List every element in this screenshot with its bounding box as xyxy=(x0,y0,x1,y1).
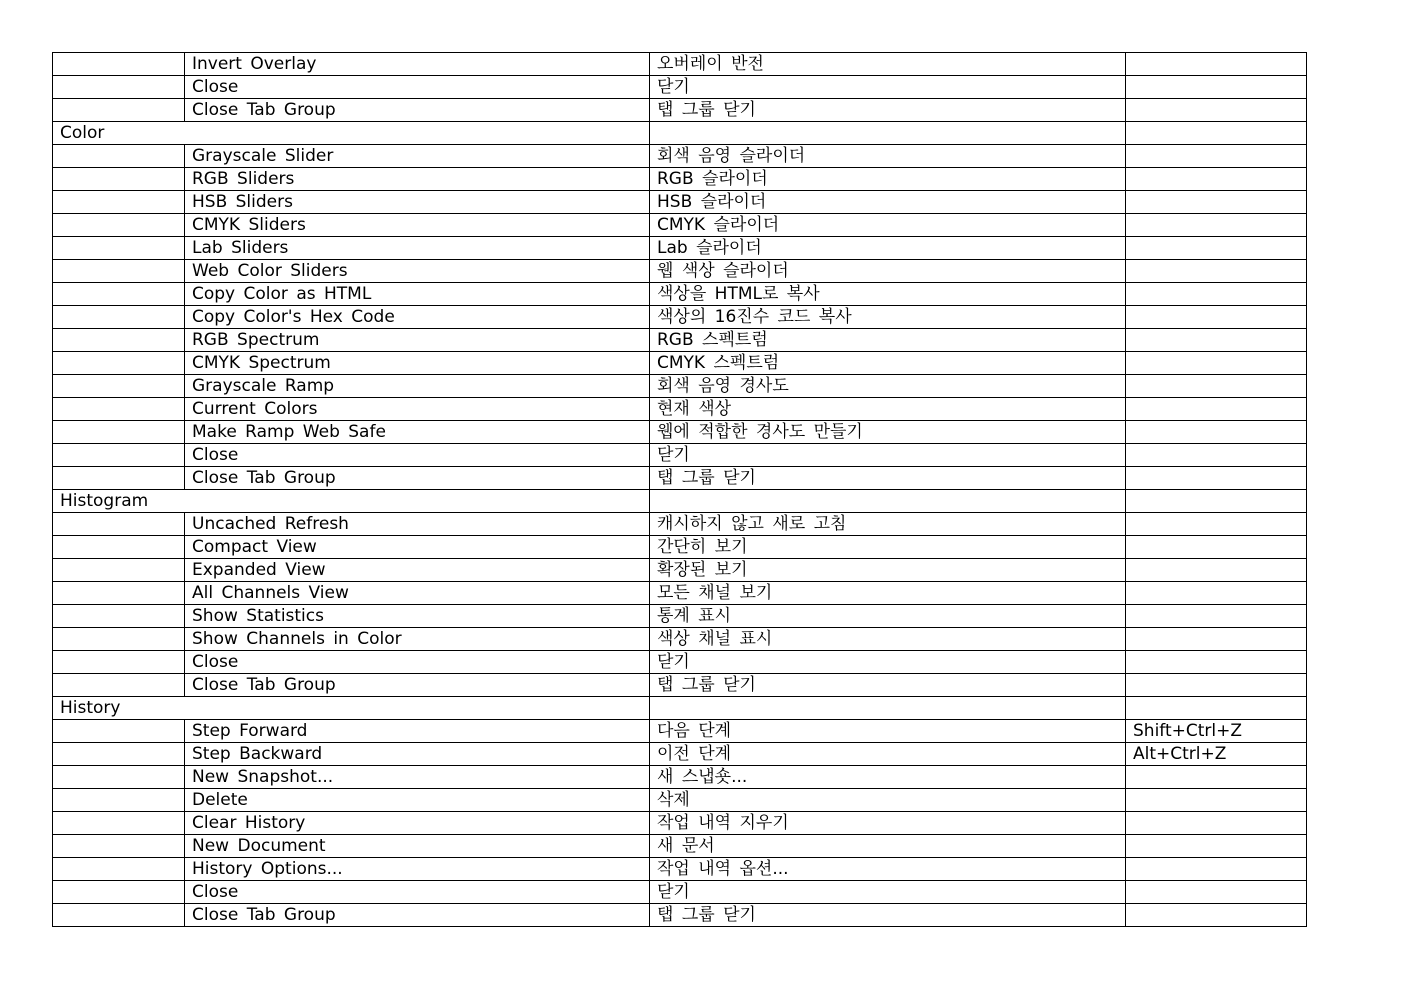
section-cell xyxy=(53,53,185,76)
section-cell xyxy=(53,467,185,490)
korean-label-cell: CMYK 슬라이더 xyxy=(650,214,1126,237)
section-cell xyxy=(53,375,185,398)
korean-label-cell: 현재 색상 xyxy=(650,398,1126,421)
korean-label-cell: CMYK 스펙트럼 xyxy=(650,352,1126,375)
section-cell xyxy=(53,168,185,191)
table-row xyxy=(53,398,1307,421)
table-row xyxy=(53,766,1307,789)
shortcut-cell xyxy=(1126,329,1307,352)
korean-label-cell: 회색 음영 경사도 xyxy=(650,375,1126,398)
table-row xyxy=(53,260,1307,283)
table-row xyxy=(53,145,1307,168)
table-row xyxy=(53,582,1307,605)
english-label-cell: New Document xyxy=(185,835,650,858)
shortcut-cell xyxy=(1126,789,1307,812)
shortcut-cell xyxy=(1126,260,1307,283)
section-title: History xyxy=(53,697,650,720)
english-label-cell: New Snapshot... xyxy=(185,766,650,789)
english-label-cell: Close xyxy=(185,651,650,674)
english-label-cell: Close Tab Group xyxy=(185,904,650,927)
section-cell xyxy=(53,191,185,214)
section-title: Color xyxy=(53,122,650,145)
shortcut-cell xyxy=(1126,605,1307,628)
section-cell xyxy=(53,306,185,329)
english-label-cell: Close xyxy=(185,76,650,99)
english-label-cell: Copy Color's Hex Code xyxy=(185,306,650,329)
shortcut-cell xyxy=(1126,582,1307,605)
english-label-cell: Close xyxy=(185,444,650,467)
shortcut-cell xyxy=(1126,651,1307,674)
korean-label-cell: 이전 단계 xyxy=(650,743,1126,766)
section-cell xyxy=(53,835,185,858)
korean-label-cell: 색상을 HTML로 복사 xyxy=(650,283,1126,306)
section-cell xyxy=(53,904,185,927)
korean-label-cell: 닫기 xyxy=(650,651,1126,674)
english-label-cell: Close xyxy=(185,881,650,904)
english-label-cell: CMYK Spectrum xyxy=(185,352,650,375)
english-label-cell: Expanded View xyxy=(185,559,650,582)
table-row xyxy=(53,674,1307,697)
section-cell xyxy=(53,720,185,743)
shortcut-cell xyxy=(1126,904,1307,927)
table-row xyxy=(53,237,1307,260)
korean-label-cell: 오버레이 반전 xyxy=(650,53,1126,76)
table-row xyxy=(53,352,1307,375)
table-row xyxy=(53,375,1307,398)
shortcut-cell xyxy=(1126,398,1307,421)
english-label-cell: Grayscale Ramp xyxy=(185,375,650,398)
section-cell xyxy=(53,605,185,628)
korean-label-cell: 닫기 xyxy=(650,881,1126,904)
table-row xyxy=(53,76,1307,99)
section-cell xyxy=(53,76,185,99)
english-label-cell: Step Forward xyxy=(185,720,650,743)
table-row xyxy=(53,99,1307,122)
section-cell xyxy=(53,214,185,237)
section-cell xyxy=(53,743,185,766)
shortcut-cell xyxy=(1126,168,1307,191)
english-label-cell: Show Channels in Color xyxy=(185,628,650,651)
english-label-cell: CMYK Sliders xyxy=(185,214,650,237)
table-row xyxy=(53,513,1307,536)
korean-label-cell: 새 스냅숏... xyxy=(650,766,1126,789)
english-label-cell: RGB Spectrum xyxy=(185,329,650,352)
section-header-row xyxy=(53,490,1307,513)
shortcut-cell xyxy=(1126,881,1307,904)
shortcut-cell xyxy=(1126,467,1307,490)
section-cell xyxy=(53,858,185,881)
korean-label-cell: 간단히 보기 xyxy=(650,536,1126,559)
english-label-cell: Step Backward xyxy=(185,743,650,766)
section-cell xyxy=(53,582,185,605)
korean-label-cell xyxy=(650,122,1126,145)
shortcut-cell xyxy=(1126,76,1307,99)
english-label-cell: Compact View xyxy=(185,536,650,559)
table-row xyxy=(53,168,1307,191)
table-row xyxy=(53,536,1307,559)
table-row xyxy=(53,789,1307,812)
korean-label-cell: 작업 내역 옵션... xyxy=(650,858,1126,881)
section-cell xyxy=(53,651,185,674)
korean-label-cell: 통계 표시 xyxy=(650,605,1126,628)
english-label-cell: Close Tab Group xyxy=(185,467,650,490)
english-label-cell: Invert Overlay xyxy=(185,53,650,76)
shortcut-cell xyxy=(1126,858,1307,881)
shortcut-cell xyxy=(1126,812,1307,835)
section-header-row xyxy=(53,122,1307,145)
shortcut-cell xyxy=(1126,536,1307,559)
shortcut-cell xyxy=(1126,283,1307,306)
english-label-cell: Clear History xyxy=(185,812,650,835)
korean-label-cell: 회색 음영 슬라이더 xyxy=(650,145,1126,168)
section-title: Histogram xyxy=(53,490,650,513)
shortcut-cell xyxy=(1126,559,1307,582)
shortcut-cell: Alt+Ctrl+Z xyxy=(1126,743,1307,766)
table-row xyxy=(53,467,1307,490)
table-row xyxy=(53,904,1307,927)
korean-label-cell: 색상의 16진수 코드 복사 xyxy=(650,306,1126,329)
table-row xyxy=(53,559,1307,582)
korean-label-cell: 색상 채널 표시 xyxy=(650,628,1126,651)
korean-label-cell: 삭제 xyxy=(650,789,1126,812)
shortcut-cell xyxy=(1126,490,1307,513)
translation-table-body xyxy=(53,53,1307,927)
korean-label-cell: Lab 슬라이더 xyxy=(650,237,1126,260)
section-cell xyxy=(53,283,185,306)
section-cell xyxy=(53,444,185,467)
section-cell xyxy=(53,352,185,375)
korean-label-cell: RGB 슬라이더 xyxy=(650,168,1126,191)
table-row xyxy=(53,720,1307,743)
section-cell xyxy=(53,628,185,651)
shortcut-cell xyxy=(1126,674,1307,697)
table-row xyxy=(53,329,1307,352)
shortcut-cell xyxy=(1126,191,1307,214)
section-cell xyxy=(53,237,185,260)
english-label-cell: Lab Sliders xyxy=(185,237,650,260)
section-cell xyxy=(53,329,185,352)
table-row xyxy=(53,191,1307,214)
shortcut-cell xyxy=(1126,697,1307,720)
english-label-cell: Close Tab Group xyxy=(185,99,650,122)
korean-label-cell xyxy=(650,490,1126,513)
table-row xyxy=(53,858,1307,881)
english-label-cell: Web Color Sliders xyxy=(185,260,650,283)
english-label-cell: Delete xyxy=(185,789,650,812)
english-label-cell: Grayscale Slider xyxy=(185,145,650,168)
english-label-cell: Copy Color as HTML xyxy=(185,283,650,306)
english-label-cell: Uncached Refresh xyxy=(185,513,650,536)
english-label-cell: Show Statistics xyxy=(185,605,650,628)
section-cell xyxy=(53,812,185,835)
shortcut-cell xyxy=(1126,628,1307,651)
shortcut-cell xyxy=(1126,421,1307,444)
english-label-cell: RGB Sliders xyxy=(185,168,650,191)
shortcut-cell xyxy=(1126,352,1307,375)
section-cell xyxy=(53,674,185,697)
section-cell xyxy=(53,766,185,789)
shortcut-cell xyxy=(1126,306,1307,329)
shortcut-cell xyxy=(1126,835,1307,858)
shortcut-cell: Shift+Ctrl+Z xyxy=(1126,720,1307,743)
section-cell xyxy=(53,789,185,812)
english-label-cell: All Channels View xyxy=(185,582,650,605)
table-row xyxy=(53,444,1307,467)
table-row xyxy=(53,812,1307,835)
table-row xyxy=(53,306,1307,329)
shortcut-cell xyxy=(1126,237,1307,260)
table-row xyxy=(53,628,1307,651)
english-label-cell: History Options... xyxy=(185,858,650,881)
section-cell xyxy=(53,260,185,283)
translation-table xyxy=(52,52,1307,927)
section-cell xyxy=(53,398,185,421)
table-row xyxy=(53,283,1307,306)
shortcut-cell xyxy=(1126,145,1307,168)
table-row xyxy=(53,881,1307,904)
section-cell xyxy=(53,421,185,444)
section-cell xyxy=(53,536,185,559)
section-cell xyxy=(53,145,185,168)
shortcut-cell xyxy=(1126,444,1307,467)
shortcut-cell xyxy=(1126,375,1307,398)
table-row xyxy=(53,421,1307,444)
section-cell xyxy=(53,559,185,582)
shortcut-cell xyxy=(1126,99,1307,122)
table-row xyxy=(53,605,1307,628)
english-label-cell: Close Tab Group xyxy=(185,674,650,697)
korean-label-cell: 웹 색상 슬라이더 xyxy=(650,260,1126,283)
table-row xyxy=(53,651,1307,674)
korean-label-cell: RGB 스펙트럼 xyxy=(650,329,1126,352)
section-cell xyxy=(53,881,185,904)
table-row xyxy=(53,53,1307,76)
section-header-row xyxy=(53,697,1307,720)
shortcut-cell xyxy=(1126,122,1307,145)
korean-label-cell: 탭 그룹 닫기 xyxy=(650,674,1126,697)
english-label-cell: Make Ramp Web Safe xyxy=(185,421,650,444)
korean-label-cell: 모든 채널 보기 xyxy=(650,582,1126,605)
korean-label-cell: 탭 그룹 닫기 xyxy=(650,904,1126,927)
korean-label-cell: 다음 단계 xyxy=(650,720,1126,743)
korean-label-cell: 닫기 xyxy=(650,444,1126,467)
english-label-cell: Current Colors xyxy=(185,398,650,421)
shortcut-cell xyxy=(1126,766,1307,789)
english-label-cell: HSB Sliders xyxy=(185,191,650,214)
korean-label-cell: 새 문서 xyxy=(650,835,1126,858)
korean-label-cell: 캐시하지 않고 새로 고침 xyxy=(650,513,1126,536)
korean-label-cell: 닫기 xyxy=(650,76,1126,99)
table-row xyxy=(53,214,1307,237)
korean-label-cell: 확장된 보기 xyxy=(650,559,1126,582)
korean-label-cell: HSB 슬라이더 xyxy=(650,191,1126,214)
table-row xyxy=(53,835,1307,858)
section-cell xyxy=(53,513,185,536)
shortcut-cell xyxy=(1126,513,1307,536)
korean-label-cell: 탭 그룹 닫기 xyxy=(650,99,1126,122)
korean-label-cell: 작업 내역 지우기 xyxy=(650,812,1126,835)
section-cell xyxy=(53,99,185,122)
shortcut-cell xyxy=(1126,214,1307,237)
table-row xyxy=(53,743,1307,766)
korean-label-cell: 웹에 적합한 경사도 만들기 xyxy=(650,421,1126,444)
korean-label-cell: 탭 그룹 닫기 xyxy=(650,467,1126,490)
shortcut-cell xyxy=(1126,53,1307,76)
korean-label-cell xyxy=(650,697,1126,720)
